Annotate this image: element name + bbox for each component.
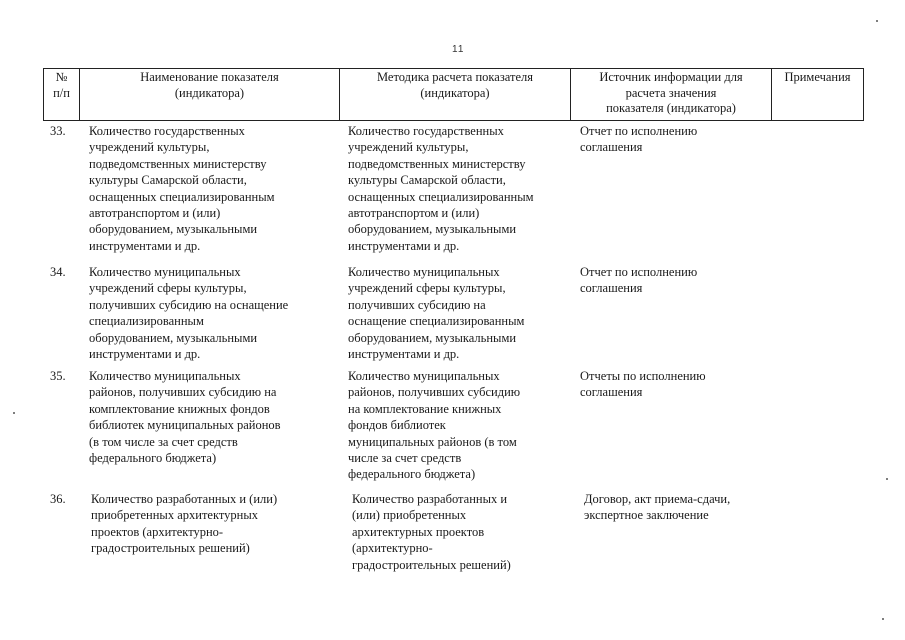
header-note: Примечания — [771, 68, 863, 120]
indicator-name: Количество муниципальных учреждений сферы культуры, получивших субсидию на оснащение специализированным оборудованием, музыкальными инструментами и др. — [89, 265, 289, 362]
scan-speck — [886, 478, 888, 480]
calculation-method: Количество государственных учреждений культуры, подведомственных министерству культуры Самарской области, оснащенных специализированным автотранспортом и (или) оборудованием, музыкальными инструментами и др. — [348, 124, 534, 253]
header-num: № п/п — [43, 68, 79, 120]
scan-speck — [876, 20, 878, 22]
indicator-name: Количество муниципальных районов, получивших субсидию на комплектование книжных фондов библиотек муниципальных районов (в том числе за счет средств федерального бюджета) — [89, 369, 281, 466]
row-number: 36. — [50, 492, 66, 506]
calculation-method: Количество муниципальных учреждений сферы культуры, получивших субсидию на оснащение специализированным оборудованием, музыкальными инструментами и др. — [348, 265, 525, 362]
header-method: Методика расчета показателя (индикатора) — [339, 68, 570, 120]
header-source: Источник информации для расчета значения показателя (индикатора) — [570, 68, 771, 120]
header-right-border — [863, 68, 864, 121]
row-number: 35. — [50, 369, 66, 383]
row-number: 33. — [50, 124, 66, 138]
information-source: Отчет по исполнению соглашения — [580, 124, 698, 155]
information-source: Отчеты по исполнению соглашения — [580, 369, 706, 400]
information-source: Договор, акт приема-сдачи, экспертное заключение — [584, 492, 731, 523]
scan-speck — [882, 618, 884, 620]
indicator-name: Количество государственных учреждений культуры, подведомственных министерству культуры Самарской области, оснащенных специализированным автотранспортом и (или) оборудованием, музыкальными инструментами и др. — [89, 124, 275, 253]
information-source: Отчет по исполнению соглашения — [580, 265, 698, 296]
indicator-name: Количество разработанных и (или) приобретенных архитектурных проектов (архитектурно- градостроительных решений) — [91, 492, 278, 556]
calculation-method: Количество разработанных и (или) приобретенных архитектурных проектов (архитектурно- градостроительных решений) — [352, 492, 511, 572]
scan-speck — [13, 412, 15, 414]
header-bottom-border — [43, 120, 863, 121]
calculation-method: Количество муниципальных районов, получивших субсидию на комплектование книжных фондов библиотек муниципальных районов (в том числе за счет средств федерального бюджета) — [348, 369, 521, 482]
page-number: 11 — [452, 44, 465, 55]
row-number: 34. — [50, 265, 66, 279]
header-name: Наименование показателя (индикатора) — [79, 68, 339, 120]
